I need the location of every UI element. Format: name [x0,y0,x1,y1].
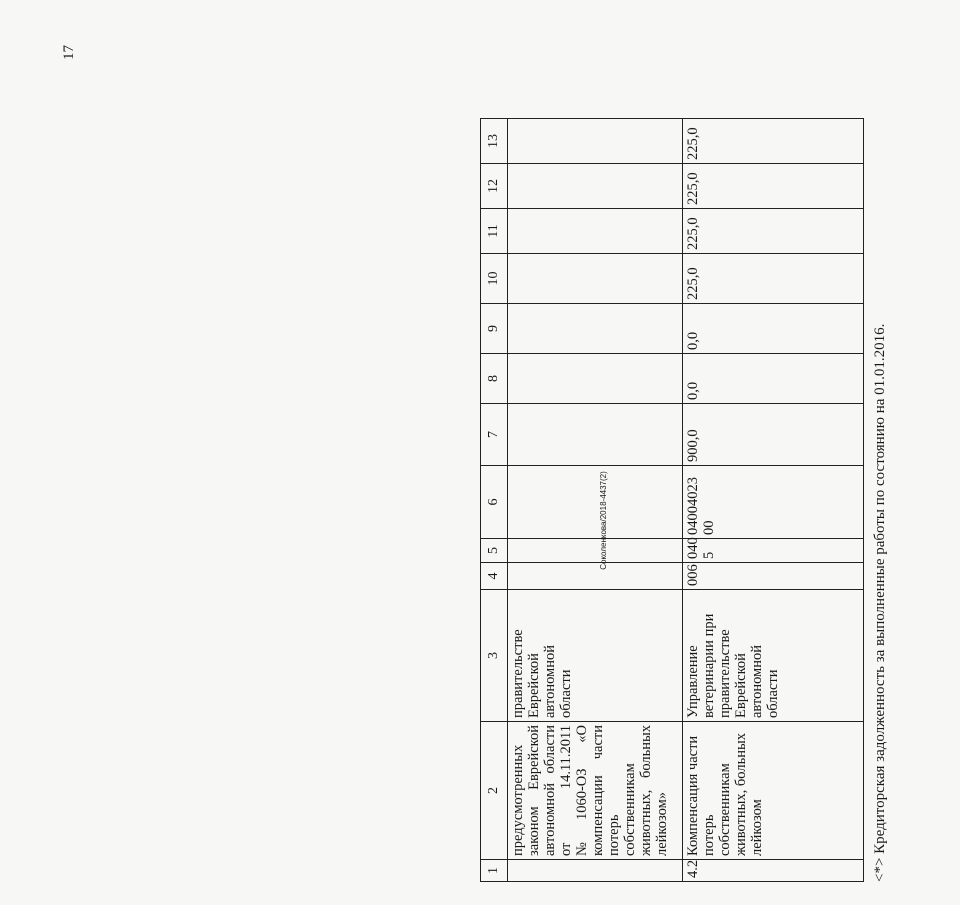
header-cell: 3 [481,590,508,722]
table-cell [508,209,683,254]
table-cell: 006 [683,563,864,590]
table-row [683,119,864,882]
rotated-content [480,122,960,882]
table-cell: 225,0 [683,209,864,254]
header-cell: 10 [481,254,508,304]
table-cell [508,860,683,882]
header-cell: 8 [481,354,508,404]
header-cell: 13 [481,119,508,164]
header-cell: 9 [481,304,508,354]
page-number: 17 [60,44,77,60]
table-cell: 040 5 [683,539,864,563]
table-cell: 900,0 [683,404,864,466]
table-cell: 4.2 [683,860,864,882]
table-cell: 225,0 [683,119,864,164]
header-row [481,119,508,882]
table-cell: Компенсация части потерь собственникам животных, больных лейкозом [683,722,864,860]
header-cell: 4 [481,563,508,590]
budget-table [480,118,864,882]
header-cell: 6 [481,466,508,539]
footnote: <*> Кредиторская задолженность за выполненные работы по состоянию на 01.01.2016. [872,323,888,882]
table-cell [508,304,683,354]
table-cell: Управление ветеринарии при правительстве Еврейской автономной области [683,590,864,722]
table-cell: 225,0 [683,164,864,209]
header-cell: 2 [481,722,508,860]
table-cell: 0,0 [683,354,864,404]
header-cell: 12 [481,164,508,209]
table-cell: правительстве Еврейской автономной области [508,590,683,722]
table-cell: 04004023 00 [683,466,864,539]
table-cell: 0,0 [683,304,864,354]
table-cell: предусмотренных законом Еврейской автономной области от 14.11.2011 №1060-ОЗ «О компенсации части потерь собственникам животных, больных лейкозом» [508,722,683,860]
document-stamp: Соколенкова/2018-4437(2) [598,470,608,570]
table-cell [508,354,683,404]
table-cell [508,254,683,304]
table-cell: 225,0 [683,254,864,304]
header-cell: 7 [481,404,508,466]
header-cell: 1 [481,860,508,882]
table-cell [508,119,683,164]
table-cell [508,164,683,209]
header-cell: 11 [481,209,508,254]
header-cell: 5 [481,539,508,563]
